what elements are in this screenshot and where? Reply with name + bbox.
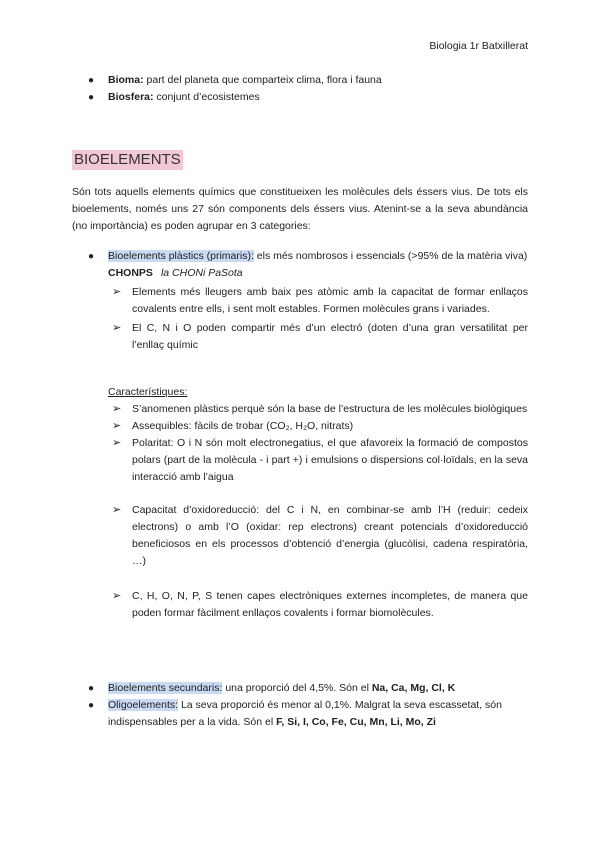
list-item [72,72,528,89]
definition: conjunt d’ecosistemes [153,91,260,103]
list-item [72,588,528,622]
secundaris-label: Bioelements secundaris: [108,682,223,694]
term: Bioma: [108,74,144,86]
secundaris-text: una proporció del 4,5%. Són el [222,682,372,694]
list-item [72,680,528,697]
oligoelements-elements: F, Si, I, Co, Fe, Cu, Mn, Li, Mo, Zi [276,716,436,728]
arrow-icon: ➢ [112,420,122,432]
arrow-icon: ➢ [112,437,122,449]
point-text: Polaritat: O i N són molt electronegatius, el que afavoreix la formació de compostos polars (part de la molècula - i part +) i emulsions o dispersions col·loïdals, en la seva interacció amb l’aigua [132,437,528,483]
other-bioelements-list [72,680,528,731]
point-text: Elements més lleugers amb baix pes atòmic amb la capacitat de formar enllaços covalents entre ells, i sent molt estables. Formen molècules grans i variades. [132,286,528,315]
definition: part del planeta que comparteix clima, flora i fauna [143,74,382,86]
intro-paragraph: Són tots aquells elements químics que constitueixen les molècules dels éssers vius. De tots els bioelements, només uns 27 són components dels éssers vius. Atenint-se a la seva abundància (no importància) es poden agrupar en 3 categories: [72,186,528,232]
list-item [72,697,528,731]
arrow-icon: ➢ [112,403,122,415]
oligoelements-label: Oligoelements: [108,699,179,711]
bullet-icon: ● [88,92,95,103]
page-header: Biologia 1r Batxillerat [429,40,528,52]
bullet-icon: ● [88,251,95,262]
caracteristiques-block [72,384,528,622]
primaris-text: els més nombrosos i essencials (>95% de la matèria viva) [253,250,528,262]
bullet-icon: ● [88,683,95,694]
point-text: S’anomenen plàstics perquè són la base de l’estructura de les molècules biològiques [132,403,528,415]
term: Biosfera: [108,91,154,103]
mnemonic: la CHONi PaSota [160,267,243,279]
caracteristiques-heading: Característiques: [108,386,188,398]
acronym: CHONPS [108,267,153,279]
list-item [72,502,528,570]
oligoelements-text: La seva proporció és menor al 0,1%. Malgrat la seva escassetat, són indispensables per a la vida. Són el [108,699,502,728]
arrow-icon: ➢ [112,504,122,516]
arrow-icon: ➢ [112,590,122,602]
arrow-icon: ➢ [112,322,122,334]
list-item [72,401,528,418]
top-bullet-list [72,72,528,106]
point-text: C, H, O, N, P, S tenen capes electròniques externes incompletes, de manera que poden formar fàcilment enllaços covalents i formar biomolècules. [132,590,528,619]
list-item [72,89,528,106]
secundaris-elements: Na, Ca, Mg, Cl, K [371,682,456,694]
point-text: Capacitat d’oxidoreducció: del C i N, en combinar-se amb l’H (reduir: cedeix electrons) o amb l’O (oxidar: rep electrons) creant potencials d’oxidoreducció beneficiosos en els processos d’obtenció d’energia (glucòlisi, cadena respiratòria, …) [132,504,528,567]
list-item [72,320,528,354]
list-item [72,418,528,435]
list-item [72,284,528,318]
primaris-label: Bioelements plàstics (primaris): [108,250,254,262]
arrow-icon: ➢ [112,286,122,298]
section-title: BIOELEMENTS [74,151,181,168]
point-text: El C, N i O poden compartir més d’un electró (doten d’una gran versatilitat per l’enllaç químic [132,322,528,351]
list-item [72,248,528,282]
bullet-icon: ● [88,700,95,711]
list-item [72,435,528,486]
point-text: Assequibles: fàcils de trobar (CO₂, H₂O, nitrats) [132,420,354,432]
bullet-icon: ● [88,75,95,86]
primaris-block [72,248,528,354]
